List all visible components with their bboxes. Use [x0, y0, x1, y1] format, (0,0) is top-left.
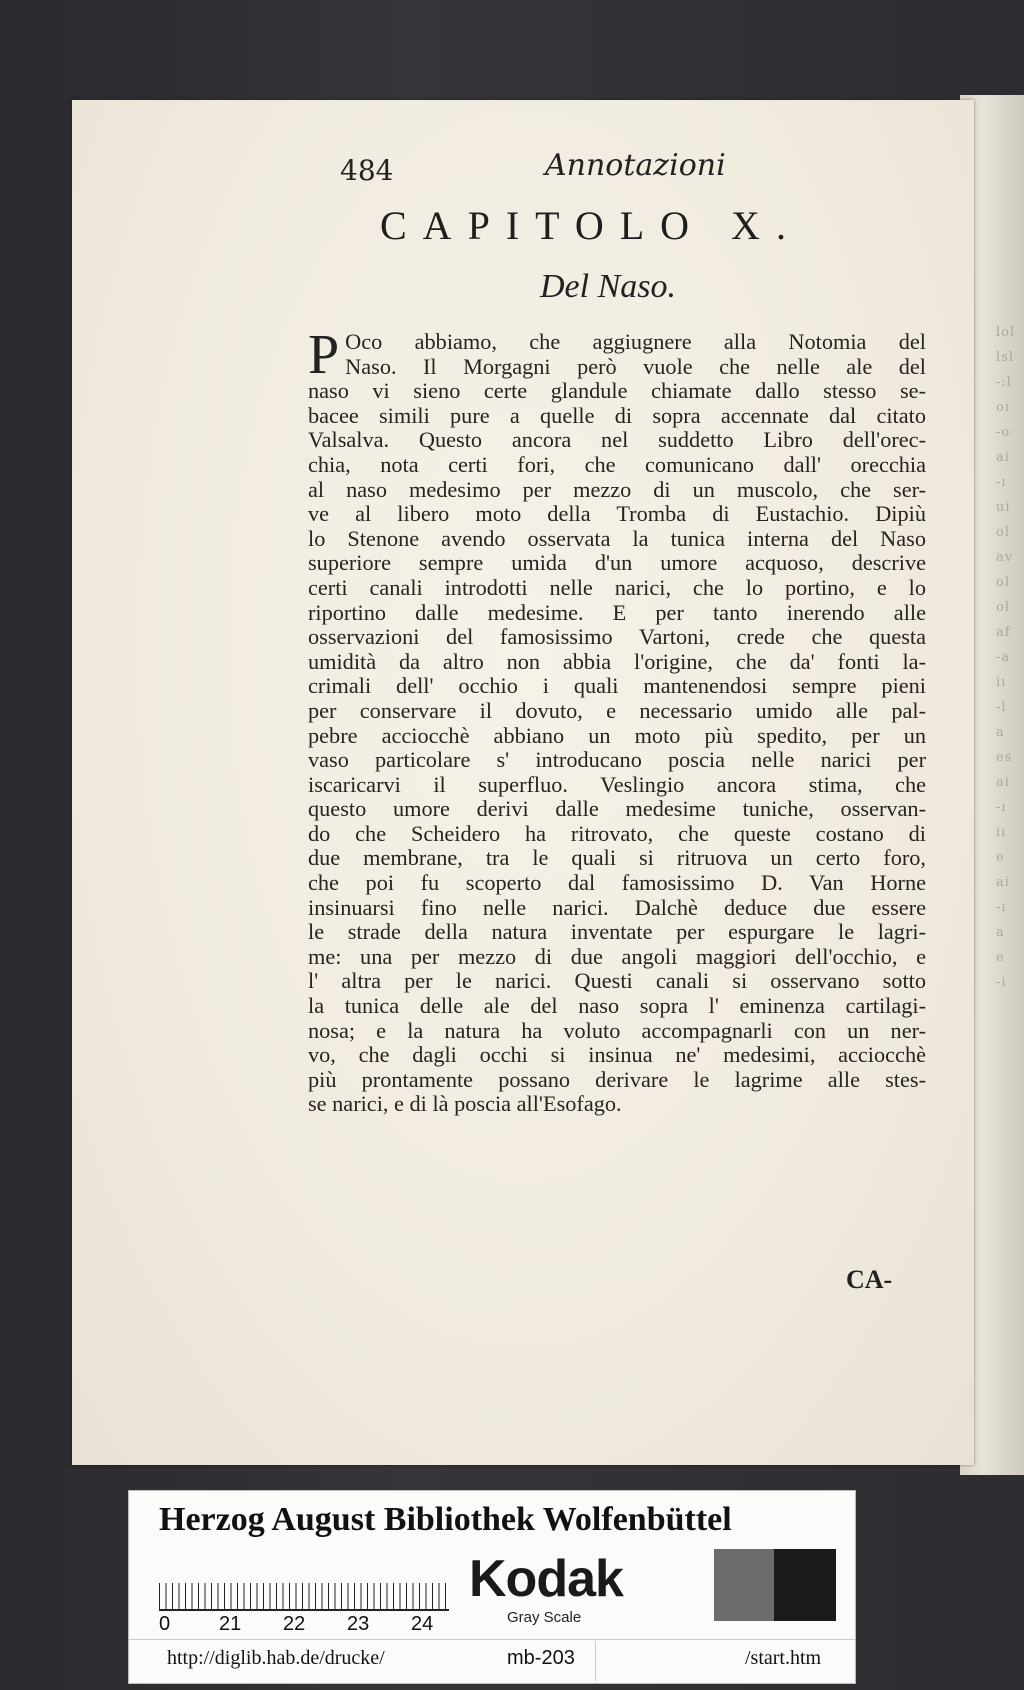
chapter-title: CAPITOLO X. [380, 203, 802, 248]
text-line: per conservare il dovuto, e necessario umido alle pal- [308, 697, 926, 723]
text-line: osservazioni del famosissimo Vartoni, crede che questa [308, 624, 926, 650]
running-title: Annotazioni [545, 148, 726, 183]
gray-swatches [714, 1549, 836, 1621]
ruler-number: 22 [283, 1613, 306, 1635]
text-line: bacee simili pure a quelle di sopra accennate dal citato [308, 402, 926, 428]
text-line: l' altra per le narici. Questi canali si osservano sotto [308, 968, 926, 994]
text-line: Valsalva. Questo ancora nel suddetto Libro dell'orec- [308, 427, 926, 453]
text-line: Oco abbiamo, che aggiugnere alla Notomia del [345, 329, 926, 354]
text-line: che poi fu scoperto dal famosissimo D. Van Horne [308, 870, 926, 896]
divider [129, 1639, 855, 1640]
text-line: riportino dalle medesime. E per tanto inerendo alle [308, 599, 926, 625]
text-line: do che Scheidero ha ritrovato, che queste costano di [308, 820, 926, 846]
brand-name: Kodak [469, 1550, 623, 1608]
text-line: iscaricarvi il superfluo. Veslingio ancora stima, che [308, 771, 926, 797]
text-line: pebre acciocchè abbiano un moto più spedito, per un [308, 722, 926, 748]
black-swatch [774, 1549, 836, 1621]
page-header [340, 140, 860, 190]
text-line: le strade della natura inventate per espurgare le lagri- [308, 919, 926, 945]
divider [595, 1641, 596, 1681]
text-line: questo umore derivi dalle medesime tuniche, osservan- [308, 796, 926, 822]
text-line: umidità da altro non abbia l'origine, che da' fonti la- [308, 648, 926, 674]
ruler-number: 21 [219, 1613, 242, 1635]
text-line: vaso particolare s' introducano poscia nelle narici per [308, 747, 926, 773]
text-line: la tunica delle ale del naso sopra l' eminenza cartilagi- [308, 993, 926, 1019]
scan-target-card [128, 1490, 856, 1684]
ruler-number: 23 [347, 1613, 370, 1635]
text-line: me: una per mezzo di due angoli maggiori dell'occhio, e [308, 943, 926, 969]
url-middle: mb-203 [507, 1647, 575, 1669]
text-line: al naso medesimo per mezzo di un muscolo, che ser- [308, 476, 926, 502]
text-line: due membrane, tra le quali si ritruova un certo foro, [308, 845, 926, 871]
text-line: chia, nota certi fori, che comunicano dall' orecchia [308, 451, 926, 477]
url-left: http://diglib.hab.de/drucke/ [167, 1647, 385, 1669]
kodak-logo [463, 1547, 677, 1627]
text-line: lo Stenone avendo osservata la tunica interna del Naso [308, 525, 926, 551]
ruler-number: 24 [411, 1613, 434, 1635]
ruler-scale [159, 1563, 449, 1611]
text-line: certi canali introdotti nelle narici, che lo portino, e lo [308, 574, 926, 600]
text-line: ve al libero moto della Tromba di Eustachio. Dipiù [308, 501, 926, 527]
text-line: superiore sempre umida d'un umore acquoso, descrive [308, 550, 926, 576]
facing-page-bleed: lol lsl -:l oı -o ai -ı ui ol av ol ol af -a iı -l a es ai -ı iı e ai -ı a e -i [996, 325, 1016, 990]
text-line: naso vi sieno certe glandule chiamate dallo stesso se- [308, 378, 926, 404]
text-line: più prontamente possano derivare le lagrime alle stes- [308, 1066, 926, 1092]
text-line: nosa; e la natura ha voluto accompagnarli con un ner- [308, 1017, 926, 1043]
text-line: Naso. Il Morgagni però vuole che nelle ale del [345, 353, 926, 379]
gray-swatch [714, 1549, 774, 1621]
text-line: insinuarsi fino nelle narici. Dalchè deduce due essere [308, 894, 926, 920]
body-text [308, 324, 926, 1117]
url-right: /start.htm [745, 1647, 822, 1669]
catchword: CA- [846, 1265, 893, 1294]
ruler-number: 0 [159, 1613, 171, 1635]
section-title: Del Naso. [540, 268, 676, 305]
text-line: vo, che dagli occhi si insinua ne' medesimi, acciocchè [308, 1042, 926, 1068]
library-name: Herzog August Bibliothek Wolfenbüttel [159, 1501, 732, 1538]
text-line: se narici, e di là poscia all'Esofago. [308, 1091, 622, 1117]
text-line: crimali dell' occhio i quali mantenendosi sempre pieni [308, 673, 926, 699]
drop-cap: P [308, 324, 340, 386]
brand-caption: Gray Scale [507, 1609, 582, 1626]
page-number: 484 [340, 154, 394, 187]
